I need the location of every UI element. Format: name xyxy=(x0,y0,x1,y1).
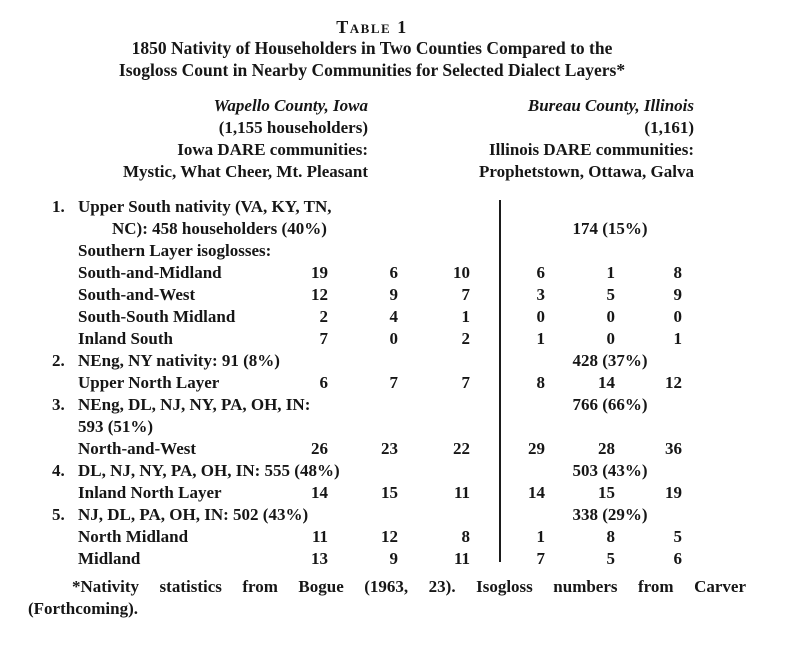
value-cell: 4 xyxy=(389,307,398,326)
right-county-summary: 174 (15%) xyxy=(572,219,648,238)
value-cell: 5 xyxy=(673,527,682,546)
value-cell: 15 xyxy=(598,483,615,502)
table-title-line-1: 1850 Nativity of Householders in Two Counties Compared to the xyxy=(131,38,613,58)
value-cell: 5 xyxy=(606,285,615,304)
value-cell: 6 xyxy=(389,263,398,282)
value-cell: 7 xyxy=(461,285,470,304)
county-name-right: Bureau County, Illinois xyxy=(527,96,694,115)
value-cell: 9 xyxy=(389,285,398,304)
row-number: 4. xyxy=(52,461,65,480)
table-row xyxy=(0,306,788,328)
dare-communities-left: Mystic, What Cheer, Mt. Pleasant xyxy=(122,162,368,181)
row-number: 3. xyxy=(52,395,65,414)
row-label: South-South Midland xyxy=(78,307,236,326)
row-label: Midland xyxy=(78,549,141,568)
row-number-spacer xyxy=(52,372,78,394)
value-cell: 1 xyxy=(536,527,545,546)
value-cell: 12 xyxy=(311,285,328,304)
value-cell: 1 xyxy=(673,329,682,348)
value-cell: 19 xyxy=(665,483,682,502)
value-cell: 3 xyxy=(536,285,545,304)
householder-count-left: (1,155 householders) xyxy=(218,118,368,137)
value-cell: 15 xyxy=(381,483,398,502)
row-label: Inland South xyxy=(78,329,173,348)
value-cell: 19 xyxy=(311,263,328,282)
table-row xyxy=(0,548,788,570)
row-text: NEng, DL, NJ, NY, PA, OH, IN: xyxy=(78,395,311,414)
row-label: South-and-West xyxy=(78,285,196,304)
value-cell: 1 xyxy=(461,307,470,326)
table-row xyxy=(0,350,788,372)
row-number-spacer xyxy=(52,262,78,284)
row-text: 593 (51%) xyxy=(78,417,154,436)
value-cell: 5 xyxy=(606,549,615,568)
value-cell: 28 xyxy=(598,439,615,458)
table-row xyxy=(0,284,788,306)
table-row xyxy=(0,196,788,218)
row-number-spacer xyxy=(52,526,78,548)
table-row xyxy=(0,526,788,548)
row-number-spacer xyxy=(52,548,78,570)
value-cell: 8 xyxy=(536,373,545,392)
value-cell: 2 xyxy=(319,307,328,326)
county-header-left xyxy=(0,95,368,183)
dare-communities-right: Prophetstown, Ottawa, Galva xyxy=(478,162,694,181)
value-cell: 6 xyxy=(536,263,545,282)
value-cell: 9 xyxy=(673,285,682,304)
county-name-left: Wapello County, Iowa xyxy=(213,96,368,115)
table-row xyxy=(0,460,788,482)
row-label: North-and-West xyxy=(78,439,197,458)
row-text: NEng, NY nativity: 91 (8%) xyxy=(78,351,280,370)
table-caption: Table 1 xyxy=(336,17,408,37)
value-cell: 8 xyxy=(461,527,470,546)
table-row xyxy=(0,394,788,416)
value-cell: 13 xyxy=(311,549,328,568)
table-footnote xyxy=(28,576,746,620)
dare-heading-right: Illinois DARE communities: xyxy=(489,140,694,159)
value-cell: 7 xyxy=(389,373,398,392)
value-cell: 6 xyxy=(673,549,682,568)
footnote-line-2: (Forthcoming). xyxy=(28,599,139,618)
value-cell: 11 xyxy=(311,527,328,546)
right-county-summary: 503 (43%) xyxy=(572,461,648,480)
value-cell: 29 xyxy=(528,439,545,458)
row-number-spacer xyxy=(52,328,78,350)
value-cell: 14 xyxy=(311,483,328,502)
table-title-line-2: Isogloss Count in Nearby Communities for Selected Dialect Layers* xyxy=(118,59,626,80)
value-cell: 8 xyxy=(673,263,682,282)
value-cell: 0 xyxy=(673,307,682,326)
value-cell: 1 xyxy=(536,329,545,348)
dare-heading-left: Iowa DARE communities: xyxy=(177,140,368,159)
table-row xyxy=(0,416,788,438)
value-cell: 11 xyxy=(453,483,470,502)
value-cell: 8 xyxy=(606,527,615,546)
row-number: 1. xyxy=(52,197,65,216)
value-cell: 6 xyxy=(319,373,328,392)
value-cell: 7 xyxy=(461,373,470,392)
value-cell: 14 xyxy=(598,373,615,392)
row-label: South-and-Midland xyxy=(78,263,222,282)
row-number: 5. xyxy=(52,505,65,524)
table-title-block xyxy=(0,16,744,81)
value-cell: 12 xyxy=(665,373,682,392)
row-label: North Midland xyxy=(78,527,189,546)
value-cell: 0 xyxy=(606,329,615,348)
row-number-spacer xyxy=(52,284,78,306)
value-cell: 11 xyxy=(453,549,470,568)
householder-count-right: (1,161) xyxy=(644,118,694,137)
value-cell: 22 xyxy=(453,439,470,458)
table-row xyxy=(0,328,788,350)
row-number-spacer xyxy=(52,438,78,460)
value-cell: 26 xyxy=(311,439,328,458)
table-row xyxy=(0,438,788,460)
value-cell: 14 xyxy=(528,483,545,502)
value-cell: 0 xyxy=(536,307,545,326)
value-cell: 0 xyxy=(606,307,615,326)
right-county-summary: 338 (29%) xyxy=(572,505,648,524)
value-cell: 23 xyxy=(381,439,398,458)
row-text: Upper South nativity (VA, KY, TN, xyxy=(78,197,332,216)
row-text: Southern Layer isoglosses: xyxy=(78,241,272,260)
value-cell: 7 xyxy=(536,549,545,568)
table-row xyxy=(0,372,788,394)
value-cell: 9 xyxy=(389,549,398,568)
table-row xyxy=(0,240,788,262)
row-number-spacer xyxy=(52,306,78,328)
row-number-spacer xyxy=(52,482,78,504)
value-cell: 10 xyxy=(453,263,470,282)
row-number: 2. xyxy=(52,351,65,370)
footnote-line-1: *Nativity statistics from Bogue (1963, 23). Isogloss numbers from Carver xyxy=(72,577,746,596)
value-cell: 1 xyxy=(606,263,615,282)
county-header-right xyxy=(374,95,694,183)
row-label: Inland North Layer xyxy=(78,483,222,502)
row-text: NC): 458 householders (40%) xyxy=(112,219,327,238)
table-row xyxy=(0,482,788,504)
value-cell: 36 xyxy=(665,439,682,458)
value-cell: 7 xyxy=(319,329,328,348)
right-county-summary: 766 (66%) xyxy=(572,395,648,414)
nativity-isogloss-table xyxy=(0,196,788,570)
value-cell: 2 xyxy=(461,329,470,348)
table-row xyxy=(0,504,788,526)
row-label: Upper North Layer xyxy=(78,373,220,392)
right-county-summary: 428 (37%) xyxy=(572,351,648,370)
table-row xyxy=(0,262,788,284)
table-row xyxy=(0,218,788,240)
row-text: NJ, DL, PA, OH, IN: 502 (43%) xyxy=(78,505,309,524)
row-text: DL, NJ, NY, PA, OH, IN: 555 (48%) xyxy=(78,461,340,480)
value-cell: 12 xyxy=(381,527,398,546)
value-cell: 0 xyxy=(389,329,398,348)
